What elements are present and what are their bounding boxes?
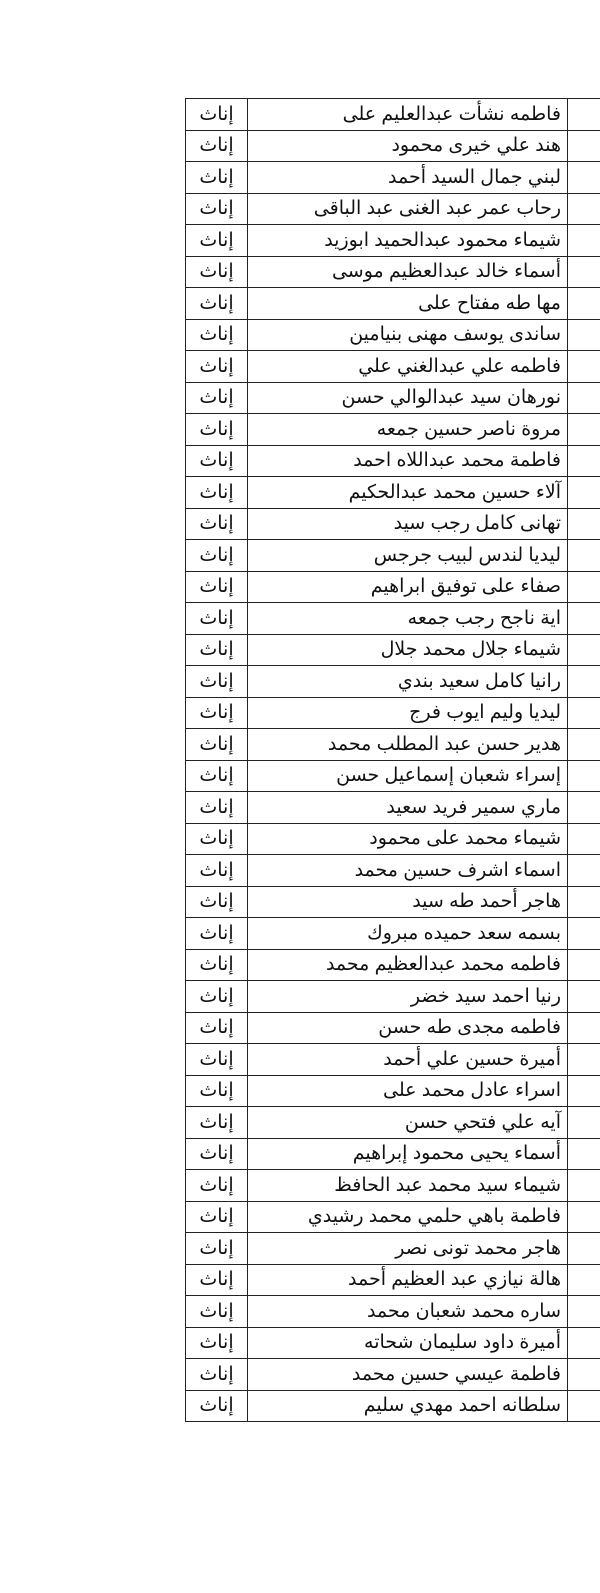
gender-cell: إناث xyxy=(186,130,248,162)
gender-cell: إناث xyxy=(186,1012,248,1044)
table-row xyxy=(186,382,600,414)
name-cell: رانيا كامل سعيد بندي xyxy=(248,666,568,698)
table-row xyxy=(186,792,600,824)
name-cell: بسمه سعد حميده مبروك xyxy=(248,918,568,950)
name-cell: مها طه مفتاح على xyxy=(248,288,568,320)
name-cell: فاطمة محمد عبداللاه احمد xyxy=(248,445,568,477)
cut-off-column-cell xyxy=(568,1170,600,1202)
gender-cell: إناث xyxy=(186,1264,248,1296)
cut-off-column-cell xyxy=(568,760,600,792)
cut-off-column-cell xyxy=(568,1327,600,1359)
gender-cell: إناث xyxy=(186,540,248,572)
name-cell: اية ناجح رجب جمعه xyxy=(248,603,568,635)
gender-cell: إناث xyxy=(186,1296,248,1328)
cut-off-column-cell xyxy=(568,130,600,162)
gender-cell: إناث xyxy=(186,729,248,761)
table-row xyxy=(186,130,600,162)
table-row xyxy=(186,414,600,446)
cut-off-column-cell xyxy=(568,792,600,824)
table-row xyxy=(186,477,600,509)
cut-off-column-cell xyxy=(568,319,600,351)
gender-cell: إناث xyxy=(186,351,248,383)
name-cell: ماري سمير فريد سعيد xyxy=(248,792,568,824)
table-row xyxy=(186,445,600,477)
cut-off-column-cell xyxy=(568,981,600,1013)
gender-cell: إناث xyxy=(186,1075,248,1107)
gender-cell: إناث xyxy=(186,949,248,981)
name-cell: فاطمه محمد عبدالعظيم محمد xyxy=(248,949,568,981)
cut-off-column-cell xyxy=(568,382,600,414)
cut-off-column-cell xyxy=(568,1264,600,1296)
name-cell: فاطمة عيسي حسين محمد xyxy=(248,1359,568,1391)
table-row xyxy=(186,1296,600,1328)
cut-off-column-cell xyxy=(568,508,600,540)
cut-off-column-cell xyxy=(568,886,600,918)
cut-off-column-cell xyxy=(568,162,600,194)
gender-cell: إناث xyxy=(186,792,248,824)
name-cell: شيماء جلال محمد جلال xyxy=(248,634,568,666)
table-row xyxy=(186,508,600,540)
cut-off-column-cell xyxy=(568,1044,600,1076)
table-row xyxy=(186,634,600,666)
table-row xyxy=(186,697,600,729)
gender-cell: إناث xyxy=(186,319,248,351)
name-cell: شيماء محمود عبدالحميد ابوزيد xyxy=(248,225,568,257)
cut-off-column-cell xyxy=(568,288,600,320)
table-row xyxy=(186,603,600,635)
name-cell: فاطمه مجدى طه حسن xyxy=(248,1012,568,1044)
cut-off-column-cell xyxy=(568,571,600,603)
cut-off-column-cell xyxy=(568,1012,600,1044)
name-cell: أميرة حسين علي أحمد xyxy=(248,1044,568,1076)
gender-cell: إناث xyxy=(186,886,248,918)
table-row xyxy=(186,99,600,131)
cut-off-column-cell xyxy=(568,1201,600,1233)
cut-off-column-cell xyxy=(568,225,600,257)
name-cell: إسراء شعبان إسماعيل حسن xyxy=(248,760,568,792)
gender-cell: إناث xyxy=(186,1233,248,1265)
name-cell: ساندى يوسف مهنى بنيامين xyxy=(248,319,568,351)
gender-cell: إناث xyxy=(186,256,248,288)
cut-off-column-cell xyxy=(568,351,600,383)
gender-cell: إناث xyxy=(186,193,248,225)
name-cell: رنيا احمد سيد خضر xyxy=(248,981,568,1013)
table-row xyxy=(186,1107,600,1139)
table-row xyxy=(186,1390,600,1422)
gender-cell: إناث xyxy=(186,1201,248,1233)
gender-cell: إناث xyxy=(186,571,248,603)
table-row xyxy=(186,823,600,855)
table-row xyxy=(186,225,600,257)
table-row xyxy=(186,1264,600,1296)
cut-off-column-cell xyxy=(568,1107,600,1139)
table-row xyxy=(186,256,600,288)
table-row xyxy=(186,981,600,1013)
table-row xyxy=(186,1233,600,1265)
table-row xyxy=(186,1044,600,1076)
name-cell: هاجر محمد تونى نصر xyxy=(248,1233,568,1265)
gender-cell: إناث xyxy=(186,1044,248,1076)
table-row xyxy=(186,1359,600,1391)
gender-cell: إناث xyxy=(186,1327,248,1359)
cut-off-column-cell xyxy=(568,1390,600,1422)
gender-cell: إناث xyxy=(186,760,248,792)
gender-cell: إناث xyxy=(186,981,248,1013)
cut-off-column-cell xyxy=(568,855,600,887)
table-row xyxy=(186,918,600,950)
gender-cell: إناث xyxy=(186,414,248,446)
gender-cell: إناث xyxy=(186,99,248,131)
name-cell: نورهان سيد عبدالوالي حسن xyxy=(248,382,568,414)
gender-cell: إناث xyxy=(186,288,248,320)
table-row xyxy=(186,729,600,761)
cut-off-column-cell xyxy=(568,634,600,666)
gender-cell: إناث xyxy=(186,382,248,414)
gender-cell: إناث xyxy=(186,634,248,666)
gender-cell: إناث xyxy=(186,1359,248,1391)
gender-cell: إناث xyxy=(186,1138,248,1170)
gender-cell: إناث xyxy=(186,477,248,509)
name-cell: ساره محمد شعبان محمد xyxy=(248,1296,568,1328)
cut-off-column-cell xyxy=(568,256,600,288)
gender-cell: إناث xyxy=(186,603,248,635)
cut-off-column-cell xyxy=(568,477,600,509)
gender-cell: إناث xyxy=(186,1390,248,1422)
table-row xyxy=(186,193,600,225)
cut-off-column-cell xyxy=(568,697,600,729)
name-cell: آلاء حسين محمد عبدالحكيم xyxy=(248,477,568,509)
name-cell: صفاء على توفيق ابراهيم xyxy=(248,571,568,603)
name-cell: اسراء عادل محمد على xyxy=(248,1075,568,1107)
name-cell: أسماء خالد عبدالعظيم موسى xyxy=(248,256,568,288)
cut-off-column-cell xyxy=(568,603,600,635)
cut-off-column-cell xyxy=(568,540,600,572)
name-cell: فاطمه نشأت عبدالعليم على xyxy=(248,99,568,131)
name-cell: فاطمه علي عبدالغني علي xyxy=(248,351,568,383)
gender-cell: إناث xyxy=(186,162,248,194)
gender-cell: إناث xyxy=(186,918,248,950)
cut-off-column-cell xyxy=(568,193,600,225)
cut-off-column-cell xyxy=(568,949,600,981)
table-row xyxy=(186,571,600,603)
table-row xyxy=(186,1201,600,1233)
name-cell: هند علي خيرى محمود xyxy=(248,130,568,162)
name-cell: رحاب عمر عبد الغنى عبد الباقى xyxy=(248,193,568,225)
name-cell: شيماء محمد على محمود xyxy=(248,823,568,855)
table-row xyxy=(186,1170,600,1202)
cut-off-column-cell xyxy=(568,1138,600,1170)
name-cell: هاجر أحمد طه سيد xyxy=(248,886,568,918)
table-row xyxy=(186,351,600,383)
name-cell: شيماء سيد محمد عبد الحافظ xyxy=(248,1170,568,1202)
table-row xyxy=(186,760,600,792)
name-cell: أسماء يحيى محمود إبراهيم xyxy=(248,1138,568,1170)
table-row xyxy=(186,886,600,918)
gender-cell: إناث xyxy=(186,823,248,855)
name-cell: سلطانه احمد مهدي سليم xyxy=(248,1390,568,1422)
gender-cell: إناث xyxy=(186,445,248,477)
table-row xyxy=(186,288,600,320)
table-row xyxy=(186,162,600,194)
name-cell: هدير حسن عبد المطلب محمد xyxy=(248,729,568,761)
cut-off-column-cell xyxy=(568,729,600,761)
table-row xyxy=(186,319,600,351)
name-cell: لبني جمال السيد أحمد xyxy=(248,162,568,194)
gender-cell: إناث xyxy=(186,697,248,729)
name-cell: فاطمة باهي حلمي محمد رشيدي xyxy=(248,1201,568,1233)
table-row xyxy=(186,949,600,981)
names-table xyxy=(185,98,600,1422)
table-row xyxy=(186,855,600,887)
gender-cell: إناث xyxy=(186,855,248,887)
cut-off-column-cell xyxy=(568,823,600,855)
table-row xyxy=(186,666,600,698)
cut-off-column-cell xyxy=(568,1233,600,1265)
name-cell: هالة نيازي عبد العظيم أحمد xyxy=(248,1264,568,1296)
gender-cell: إناث xyxy=(186,1107,248,1139)
name-cell: أميرة داود سليمان شحاته xyxy=(248,1327,568,1359)
name-cell: آيه علي فتحي حسن xyxy=(248,1107,568,1139)
name-cell: اسماء اشرف حسين محمد xyxy=(248,855,568,887)
cut-off-column-cell xyxy=(568,99,600,131)
name-cell: مروة ناصر حسين جمعه xyxy=(248,414,568,446)
gender-cell: إناث xyxy=(186,225,248,257)
table-row xyxy=(186,1138,600,1170)
name-cell: ليديا وليم ايوب فرج xyxy=(248,697,568,729)
table-row xyxy=(186,1012,600,1044)
table-row xyxy=(186,540,600,572)
gender-cell: إناث xyxy=(186,508,248,540)
name-cell: تهانى كامل رجب سيد xyxy=(248,508,568,540)
table-row xyxy=(186,1075,600,1107)
gender-cell: إناث xyxy=(186,1170,248,1202)
names-table-body xyxy=(186,99,600,1422)
cut-off-column-cell xyxy=(568,414,600,446)
cut-off-column-cell xyxy=(568,666,600,698)
gender-cell: إناث xyxy=(186,666,248,698)
cut-off-column-cell xyxy=(568,1359,600,1391)
cut-off-column-cell xyxy=(568,1075,600,1107)
name-cell: ليديا لندس لبيب جرجس xyxy=(248,540,568,572)
cut-off-column-cell xyxy=(568,445,600,477)
cut-off-column-cell xyxy=(568,918,600,950)
cut-off-column-cell xyxy=(568,1296,600,1328)
table-row xyxy=(186,1327,600,1359)
